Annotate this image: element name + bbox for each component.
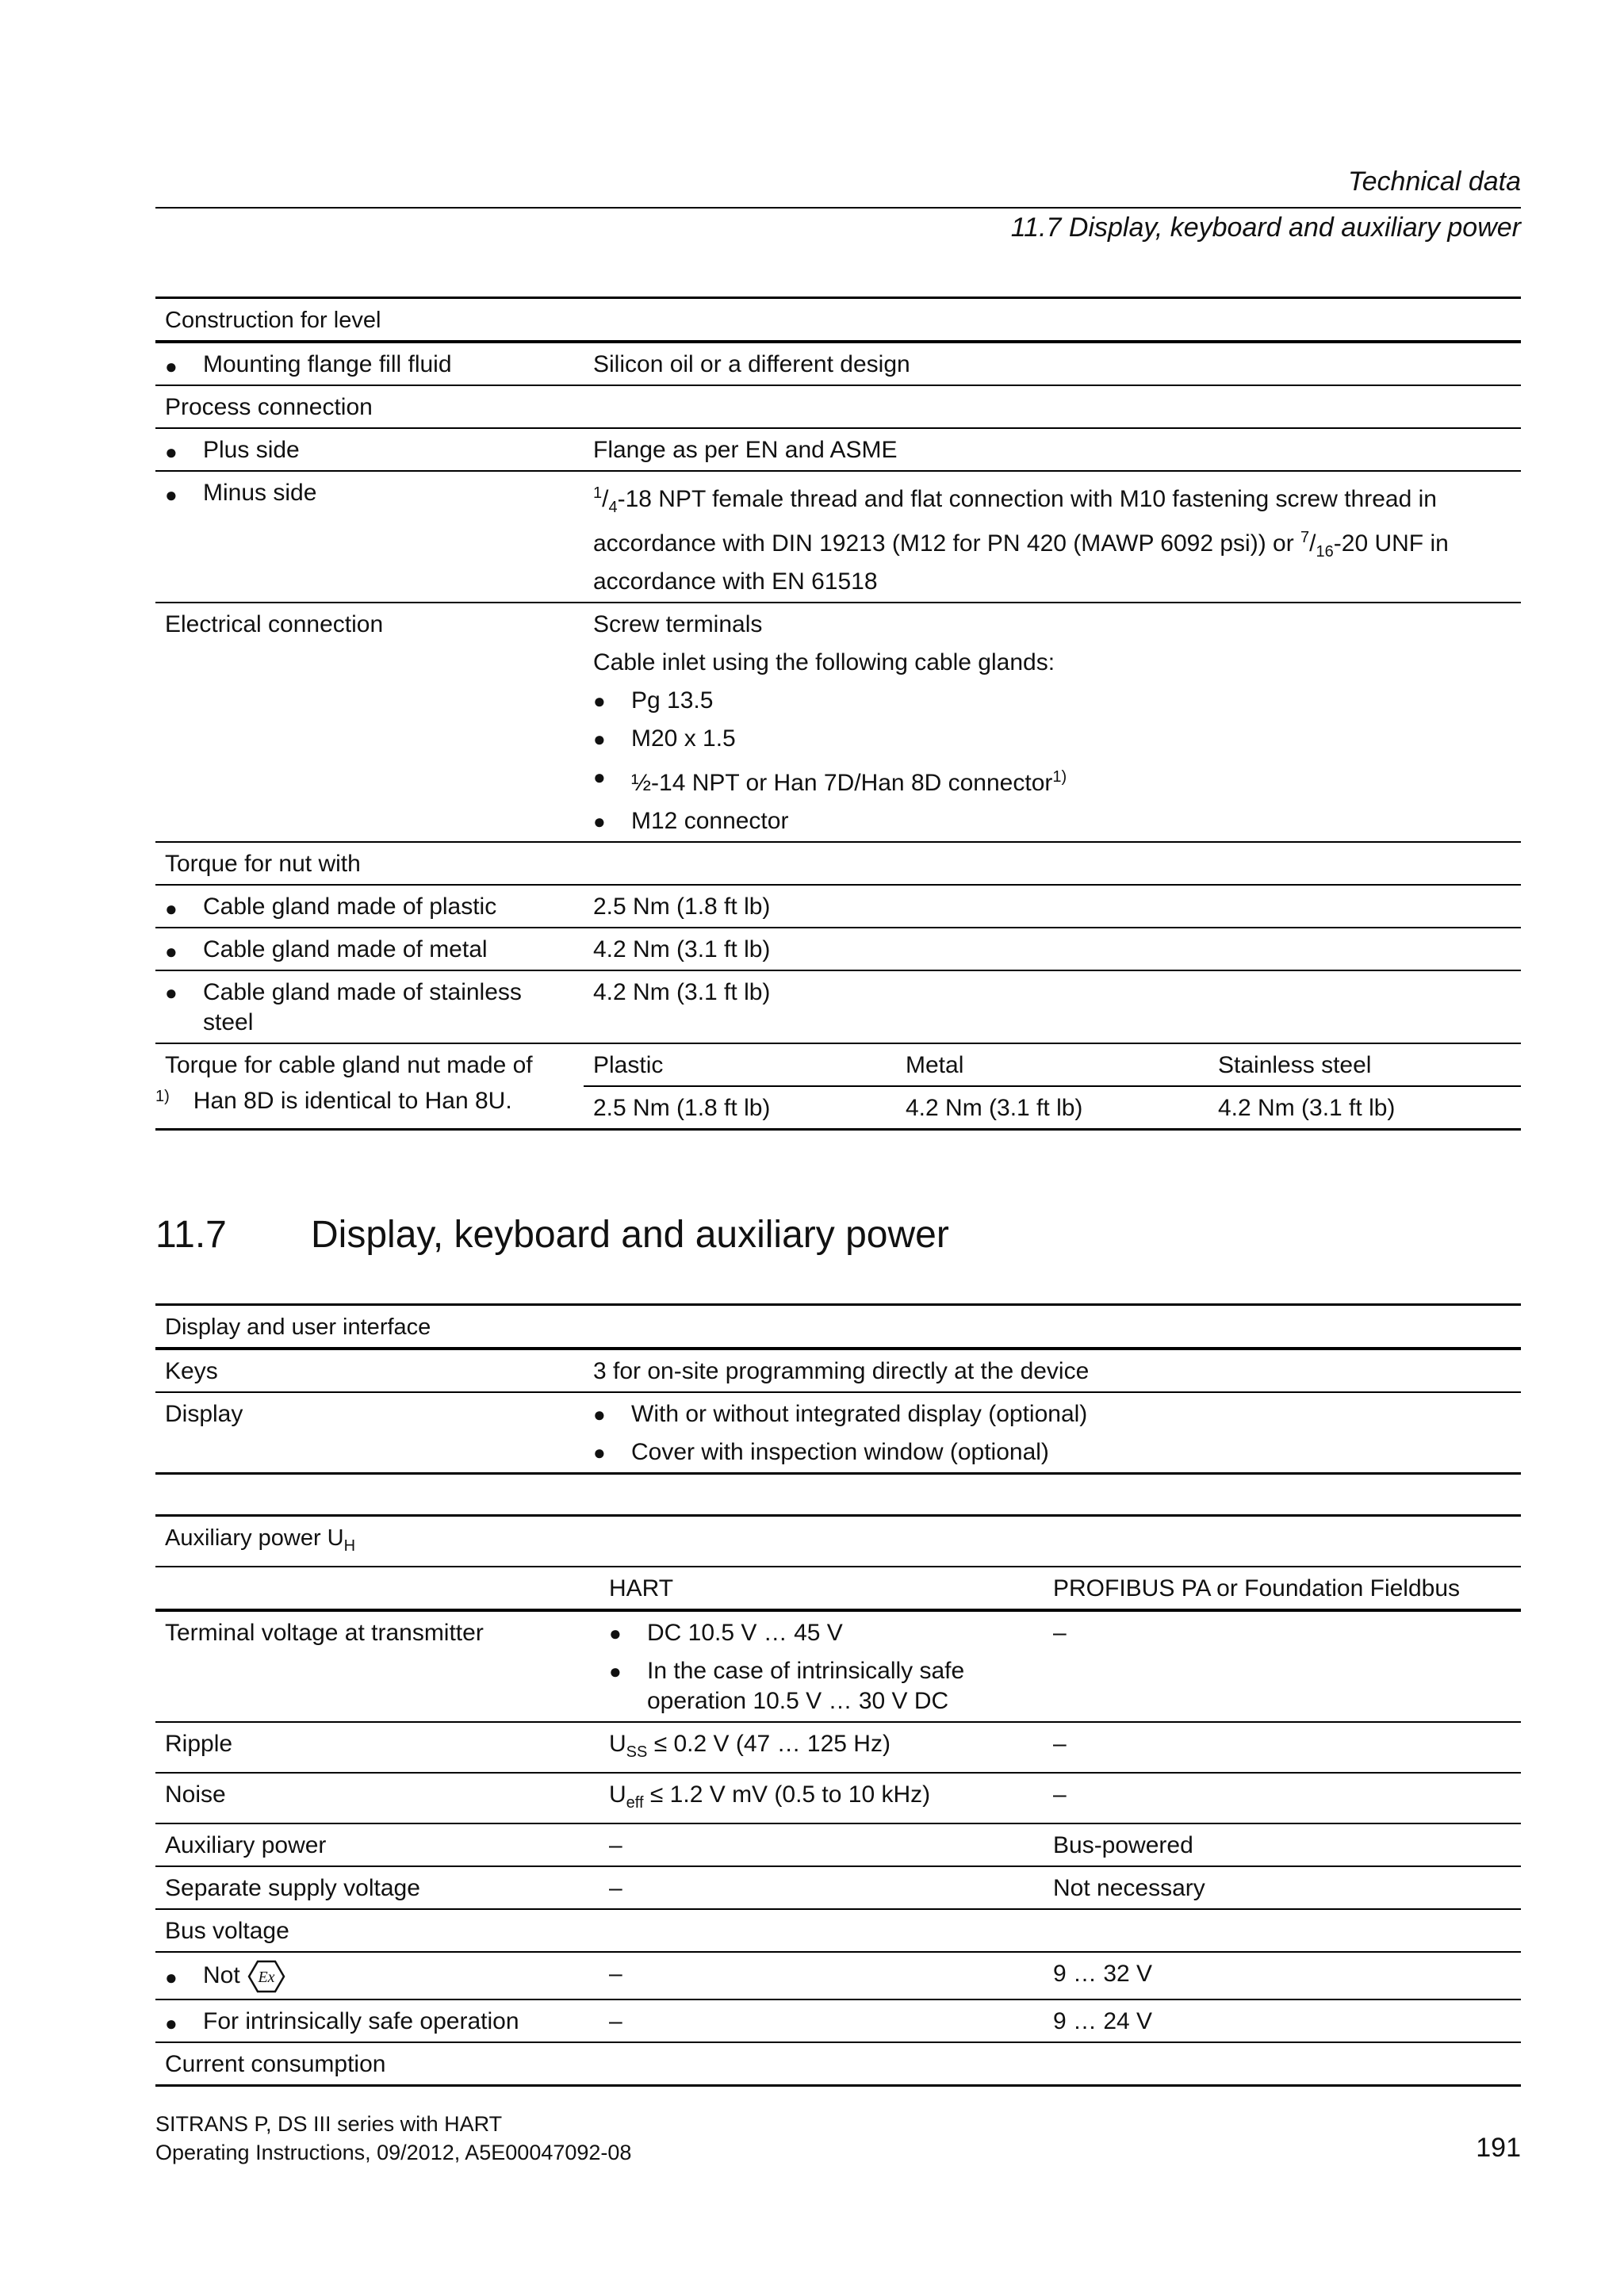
table-header-row (155, 1567, 1521, 1610)
row-label: ● For intrinsically safe operation (165, 2008, 519, 2034)
svg-text:Ex: Ex (258, 1968, 275, 1986)
value-text: Screw terminals (593, 611, 763, 637)
row-label: Display (155, 1392, 584, 1474)
table-row (155, 385, 1521, 428)
section-title: Display, keyboard and auxiliary power (311, 1214, 949, 1256)
row-value: 2.5 Nm (1.8 ft lb) (584, 885, 1521, 928)
table-row (155, 471, 1521, 603)
row-value: – (599, 1823, 1044, 1866)
row-value: – (1044, 1773, 1521, 1823)
table-title: Display and user interface (155, 1305, 1521, 1349)
table-row (155, 428, 1521, 471)
header-rule (155, 207, 1521, 209)
row-value: 2.5 Nm (1.8 ft lb) (584, 1086, 896, 1130)
table-row (155, 1866, 1521, 1909)
table-row (155, 885, 1521, 928)
table-row (155, 842, 1521, 885)
row-value: $^1/_4-18$ NPT female thread and flat connection with M10 fastening screw thread in accordance with DIN 19213 (M12 for PN 420 (MAWP 6092 psi)) or $^7/_{16}-20$ UNF in accordance with EN 61518 (584, 471, 1521, 603)
running-header-section: 11.7 Display, keyboard and auxiliary power (1010, 212, 1521, 243)
row-label: ● Cable gland made of plastic (165, 894, 496, 920)
row-value: 4.2 Nm (3.1 ft lb) (896, 1086, 1208, 1130)
row-label-text: Not (203, 1961, 240, 1988)
row-value (599, 1722, 1044, 1773)
value-text: -18 NPT female thread and flat connection with M10 fastening screw thread in accordance with DIN 19213 (M12 for PN 420 (MAWP 6092 psi)) or (593, 486, 1437, 557)
row-label: Bus voltage (155, 1909, 1521, 1952)
fraction-denominator: 4 (608, 499, 618, 516)
footer-product: SITRANS P, DS III series with HART (155, 2112, 503, 2136)
value-text: Cable inlet using the following cable glands: (593, 649, 1055, 675)
table-title (155, 1516, 1521, 1567)
table-row (155, 1392, 1521, 1474)
row-value: – (599, 1952, 1044, 1999)
row-label: Torque for nut with (155, 842, 1521, 885)
table-row (155, 603, 1521, 842)
list-item-text: ½-14 NPT or Han 7D/Han 8D connector (631, 770, 1053, 796)
row-value (599, 1610, 1044, 1722)
row-label: Noise (155, 1773, 599, 1823)
table-row (155, 970, 1521, 1043)
table-row (155, 928, 1521, 970)
list-item: ● In the case of intrinsically safe operation 10.5 V … 30 V DC (609, 1656, 1034, 1716)
construction-table (155, 297, 1521, 1131)
section-number: 11.7 (155, 1214, 227, 1256)
page-number: 191 (1476, 2133, 1521, 2163)
table-row (155, 342, 1521, 385)
section-heading (155, 1213, 949, 1257)
value-subscript: eff (626, 1793, 644, 1812)
row-value: 9 … 32 V (1044, 1952, 1521, 1999)
running-header-chapter: Technical data (1347, 166, 1521, 197)
fraction-numerator: 7 (1300, 529, 1310, 546)
row-value: Not necessary (1044, 1866, 1521, 1909)
footnote (155, 1088, 512, 1115)
row-value (584, 603, 1521, 842)
value-text: U (609, 1730, 626, 1757)
row-value: 4.2 Nm (3.1 ft lb) (1208, 1086, 1521, 1130)
table-row (155, 2042, 1521, 2086)
list-item: ● Cover with inspection window (optional) (593, 1437, 1511, 1468)
fraction-numerator: 1 (593, 484, 603, 502)
row-label: Ripple (155, 1722, 599, 1773)
row-value: – (1044, 1610, 1521, 1722)
table-row (155, 1952, 1521, 1999)
table-title-text: Auxiliary power U (165, 1525, 344, 1551)
footnote-marker: 1) (1052, 768, 1067, 786)
list-item (593, 762, 1511, 798)
row-label: Current consumption (155, 2042, 1521, 2086)
row-value: Bus-powered (1044, 1823, 1521, 1866)
table-row (155, 1823, 1521, 1866)
table-row (155, 1610, 1521, 1722)
row-label: ● Minus side (165, 480, 316, 506)
column-header: Metal (896, 1043, 1208, 1086)
table-row (155, 1999, 1521, 2042)
row-label: ● Mounting flange fill fluid (165, 351, 452, 377)
auxiliary-power-table (155, 1514, 1521, 2087)
table-row (155, 1909, 1521, 1952)
footnote-marker: 1) (155, 1088, 170, 1105)
row-value: 4.2 Nm (3.1 ft lb) (584, 970, 1521, 1043)
footnote-text: Han 8D is identical to Han 8U. (193, 1088, 512, 1114)
value-text: ≤ 1.2 V mV (0.5 to 10 kHz) (643, 1781, 931, 1808)
row-value (584, 1392, 1521, 1474)
table-row (155, 1722, 1521, 1773)
row-label: Auxiliary power (155, 1823, 599, 1866)
list-item: ● M12 connector (593, 806, 1511, 836)
row-value: 9 … 24 V (1044, 1999, 1521, 2042)
row-value: Silicon oil or a different design (584, 342, 1521, 385)
column-header-profibus: PROFIBUS PA or Foundation Fieldbus (1044, 1567, 1521, 1610)
row-value: Flange as per EN and ASME (584, 428, 1521, 471)
row-label: Torque for cable gland nut made of (155, 1043, 584, 1130)
row-label: Electrical connection (155, 603, 584, 842)
row-label: ● Cable gland made of stainless steel (165, 978, 574, 1038)
row-label: ● Plus side (165, 437, 300, 463)
row-label: Separate supply voltage (155, 1866, 599, 1909)
list-item: ● M20 x 1.5 (593, 724, 1511, 754)
row-label: Terminal voltage at transmitter (155, 1610, 599, 1722)
column-header-hart: HART (599, 1567, 1044, 1610)
row-label: Keys (155, 1349, 584, 1392)
table-row (155, 1773, 1521, 1823)
column-header: Plastic (584, 1043, 896, 1086)
ex-hazardous-area-icon (247, 1959, 286, 1994)
row-value (599, 1773, 1044, 1823)
table-row (155, 1349, 1521, 1392)
column-header: Stainless steel (1208, 1043, 1521, 1086)
row-value: – (1044, 1722, 1521, 1773)
list-item: ● Pg 13.5 (593, 686, 1511, 716)
row-value: 4.2 Nm (3.1 ft lb) (584, 928, 1521, 970)
footer-document: Operating Instructions, 09/2012, A5E00047092-08 (155, 2141, 632, 2164)
row-label: ● Cable gland made of metal (165, 936, 488, 962)
value-text: U (609, 1781, 626, 1808)
list-item: ● With or without integrated display (optional) (593, 1399, 1511, 1429)
table-title-subscript: H (343, 1536, 356, 1555)
table-row (155, 1043, 1521, 1086)
fraction-denominator: 16 (1316, 543, 1334, 561)
row-value: 3 for on-site programming directly at the device (584, 1349, 1521, 1392)
row-label (165, 1962, 286, 1988)
row-value: – (599, 1999, 1044, 2042)
row-value: – (599, 1866, 1044, 1909)
value-text: ≤ 0.2 V (47 … 125 Hz) (647, 1730, 891, 1757)
list-item: ● DC 10.5 V … 45 V (609, 1618, 1034, 1648)
table-title: Construction for level (155, 298, 1521, 342)
value-text: -20 UNF in accordance with EN 61518 (593, 530, 1449, 595)
value-subscript: SS (626, 1743, 648, 1761)
row-label: Process connection (155, 385, 1521, 428)
display-table (155, 1303, 1521, 1475)
